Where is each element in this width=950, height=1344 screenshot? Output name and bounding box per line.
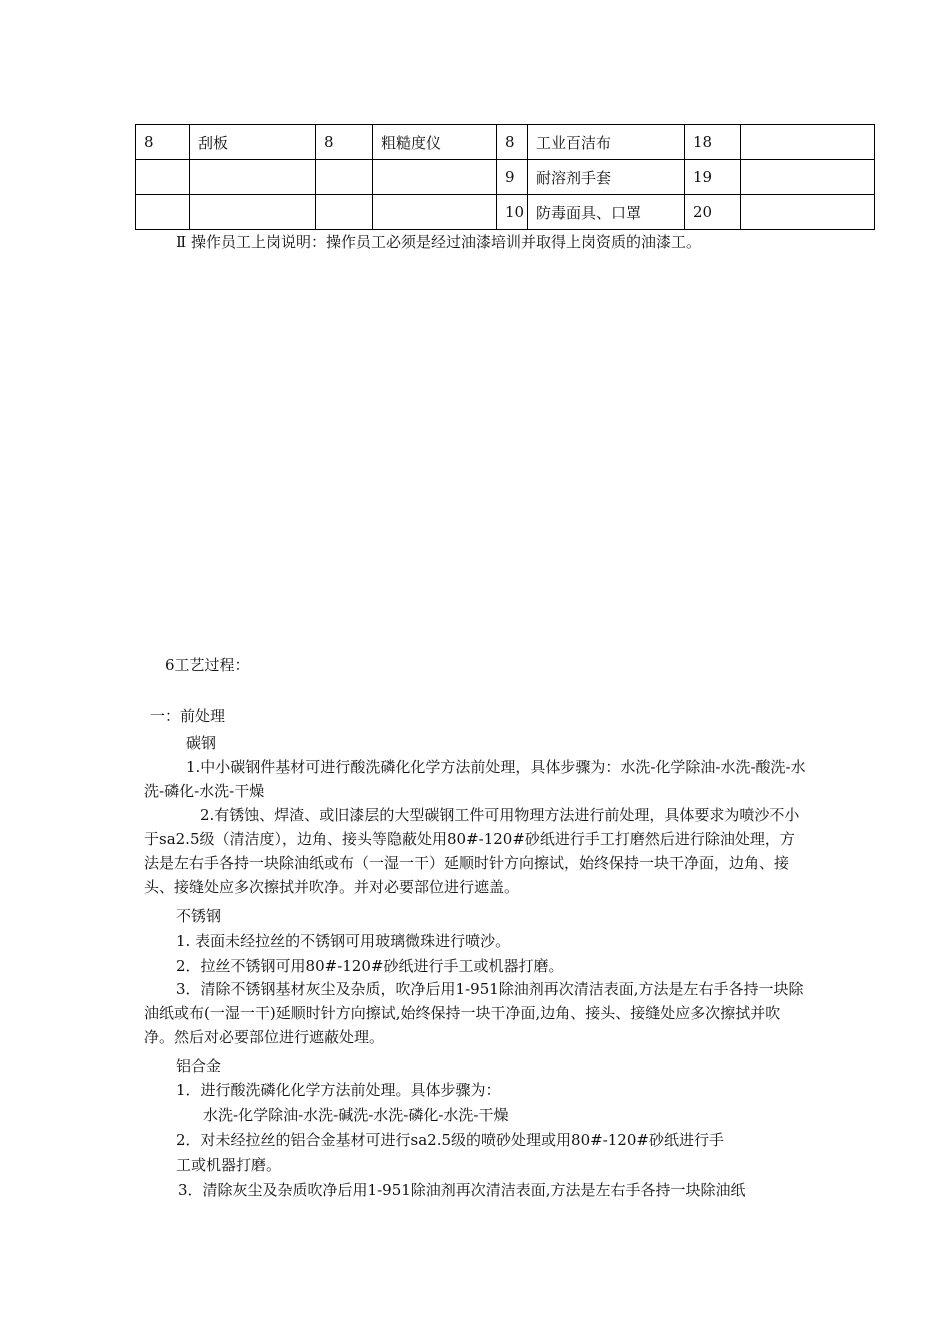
table-cell: 8 <box>316 125 373 160</box>
table-cell: 18 <box>685 125 741 160</box>
carbon-steel-title: 碳钢 <box>186 734 217 752</box>
table-cell <box>741 195 875 230</box>
section-title: 6工艺过程： <box>165 656 250 674</box>
table-cell <box>190 195 316 230</box>
table-cell: 粗糙度仪 <box>373 125 497 160</box>
carbon-steel-item-1: 1.中小碳钢件基材可进行酸洗磷化化学方法前处理，具体步骤为：水洗-化学除油-水洗-酸洗-水洗-磷化-水洗-干燥 <box>144 758 806 800</box>
table-cell <box>136 195 190 230</box>
aluminum-item-2-continued: 工或机器打磨。 <box>176 1156 282 1174</box>
table-cell: 8 <box>136 125 190 160</box>
table-cell: 8 <box>497 125 528 160</box>
table-cell <box>373 195 497 230</box>
pretreatment-heading: 一：前处理 <box>150 707 226 725</box>
table-cell: 10 <box>497 195 528 230</box>
table-row <box>136 160 875 195</box>
table-cell: 工业百洁布 <box>528 125 685 160</box>
aluminum-item-1-steps: 水洗-化学除油-水洗-碱洗-水洗-磷化-水洗-干燥 <box>203 1106 509 1124</box>
table-cell: 9 <box>497 160 528 195</box>
table-cell <box>136 160 190 195</box>
stainless-steel-item-1: 1. 表面未经拉丝的不锈钢可用玻璃微珠进行喷沙。 <box>176 932 511 950</box>
stainless-steel-item-3: 3．清除不锈钢基材灰尘及杂质，吹净后用1-951除油剂再次清洁表面,方法是左右手各持一块除油纸或布(一湿一干)延顺时针方向擦试,始终保持一块干净面,边角、接头、接缝处应多次擦拭并吹净。然后对必要部位进行遮蔽处理。 <box>144 980 804 1046</box>
stainless-steel-item-2: 2．拉丝不锈钢可用80#-120#砂纸进行手工或机器打磨。 <box>176 957 564 975</box>
table-cell <box>741 160 875 195</box>
table-cell: 耐溶剂手套 <box>528 160 685 195</box>
carbon-steel-item-2: 2.有锈蚀、焊渣、或旧漆层的大型碳钢工件可用物理方法进行前处理，具体要求为喷沙不小于sa2.5级（清洁度），边角、接头等隐蔽处用80#-120#砂纸进行手工打磨然后进行除油处理，方法是左右手各持一块除油纸或布（一湿一干）延顺时针方向擦试，始终保持一块干净面，边角、接头、接缝处应多次擦拭并吹净。并对必要部位进行遮盖。 <box>144 806 800 896</box>
stainless-steel-title: 不锈钢 <box>176 907 222 925</box>
table-cell: 防毒面具、口罩 <box>528 195 685 230</box>
table-row <box>136 195 875 230</box>
aluminum-item-2: 2．对未经拉丝的铝合金基材可进行sa2.5级的喷砂处理或用80#-120#砂纸进行手 <box>176 1131 724 1149</box>
table-cell: 刮板 <box>190 125 316 160</box>
table-row <box>136 125 875 160</box>
tools-table <box>135 124 875 230</box>
aluminum-item-1: 1．进行酸洗磷化化学方法前处理。具体步骤为： <box>176 1081 501 1099</box>
table-cell <box>373 160 497 195</box>
table-cell <box>316 195 373 230</box>
table-cell <box>190 160 316 195</box>
table-cell <box>741 125 875 160</box>
tools-table-body <box>136 125 875 230</box>
aluminum-title: 铝合金 <box>176 1057 222 1075</box>
aluminum-item-3: 3．清除灰尘及杂质吹净后用1-951除油剂再次清洁表面,方法是左右手各持一块除油纸 <box>178 1181 746 1199</box>
table-cell <box>316 160 373 195</box>
staff-note: Ⅱ 操作员工上岗说明：操作员工必须是经过油漆培训并取得上岗资质的油漆工。 <box>176 233 701 251</box>
table-cell: 20 <box>685 195 741 230</box>
table-cell: 19 <box>685 160 741 195</box>
